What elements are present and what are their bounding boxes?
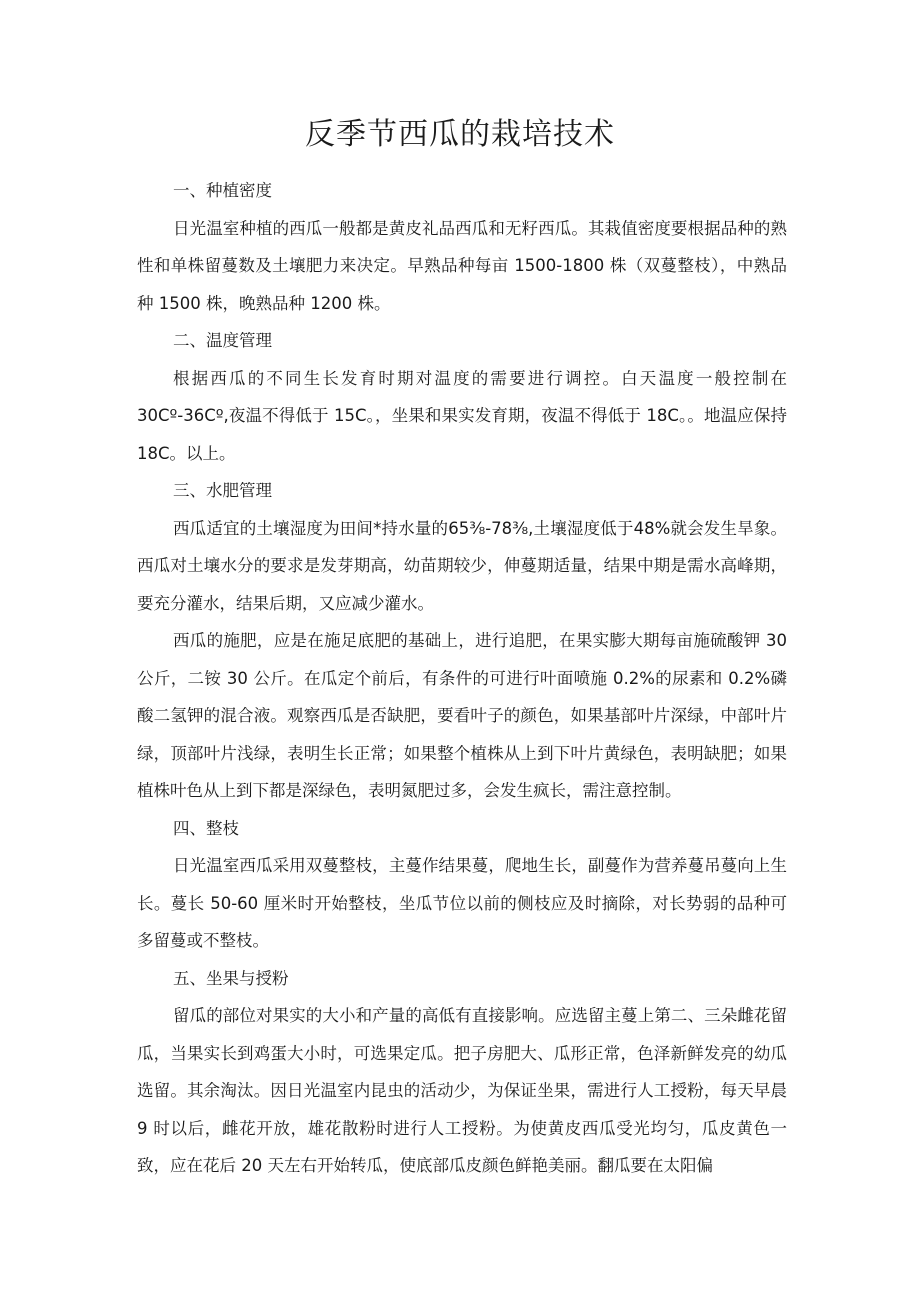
- section-heading: 一、种植密度: [173, 181, 272, 200]
- paragraph: 留瓜的部位对果实的大小和产量的高低有直接影响。应选留主蔓上第二、三朵雌花留瓜，当果实长到鸡蛋大小时，可选果定瓜。把子房肥大、瓜形正常，色泽新鲜发亮的幼瓜选留。其余淘汰。因日光温室内昆虫的活动少，为保证坐果，需进行人工授粉，每天早晨 9 时以后，雌花开放，雄花散粉时进行人工授粉。为使黄皮西瓜受光均匀，瓜皮黄色一致，应在花后 20 天左右开始转瓜，使底部瓜皮颜色鲜艳美丽。翻瓜要在太阳偏: [137, 1006, 787, 1175]
- paragraph: 西瓜适宜的土壤湿度为田间*持水量的65⅜-78⅜,土壤湿度低于48%就会发生旱象。西瓜对土壤水分的要求是发芽期高，幼苗期较少，伸蔓期适量，结果中期是需水高峰期，要充分灌水，结果后期，又应减少灌水。: [137, 518, 787, 613]
- paragraph: 日光温室种植的西瓜一般都是黄皮礼品西瓜和无籽西瓜。其栽值密度要根据品种的熟性和单株留蔓数及土壤肥力来决定。早熟品种每亩 1500-1800 株（双蔓整枝），中熟品种 1500 株，晚熟品种 1200 株。: [137, 218, 787, 313]
- section-heading: 五、坐果与授粉: [173, 968, 289, 988]
- document-body: [137, 172, 787, 1185]
- section-pruning: [137, 810, 787, 960]
- document-title: 反季节西瓜的栽培技术: [305, 117, 615, 152]
- section-heading: 二、温度管理: [173, 331, 272, 350]
- section-water-fertilizer: [137, 472, 787, 810]
- paragraph: 西瓜的施肥，应是在施足底肥的基础上，进行追肥，在果实膨大期每亩施硫酸钾 30 公斤，二铵 30 公斤。在瓜定个前后，有条件的可进行叶面喷施 0.2%的尿素和 0.2%磷酸二氢钾的混合液。观察西瓜是否缺肥，要看叶子的颜色，如果基部叶片深绿，中部叶片绿，顶部叶片浅绿，表明生长正常；如果整个植株从上到下叶片黄绿色，表明缺肥；如果植株叶色从上到下都是深绿色，表明氮肥过多，会发生疯长，需注意控制。: [137, 631, 787, 800]
- paragraph: 根据西瓜的不同生长发育时期对温度的需要进行调控。白天温度一般控制在 30Cº-36Cº,夜温不得低于 15C。，坐果和果实发育期，夜温不得低于 18C。。地温应保持 18C。以上。: [137, 368, 787, 463]
- section-heading: 四、整枝: [173, 818, 239, 838]
- section-temperature-management: [137, 322, 787, 472]
- paragraph: 日光温室西瓜采用双蔓整枝，主蔓作结果蔓，爬地生长，副蔓作为营养蔓吊蔓向上生长。蔓长 50-60 厘米时开始整枝，坐瓜节位以前的侧枝应及时摘除，对长势弱的品种可多留蔓或不整枝。: [137, 856, 787, 950]
- section-heading: 三、水肥管理: [173, 481, 272, 500]
- section-planting-density: [137, 172, 787, 322]
- section-fruit-setting-pollination: [137, 960, 787, 1185]
